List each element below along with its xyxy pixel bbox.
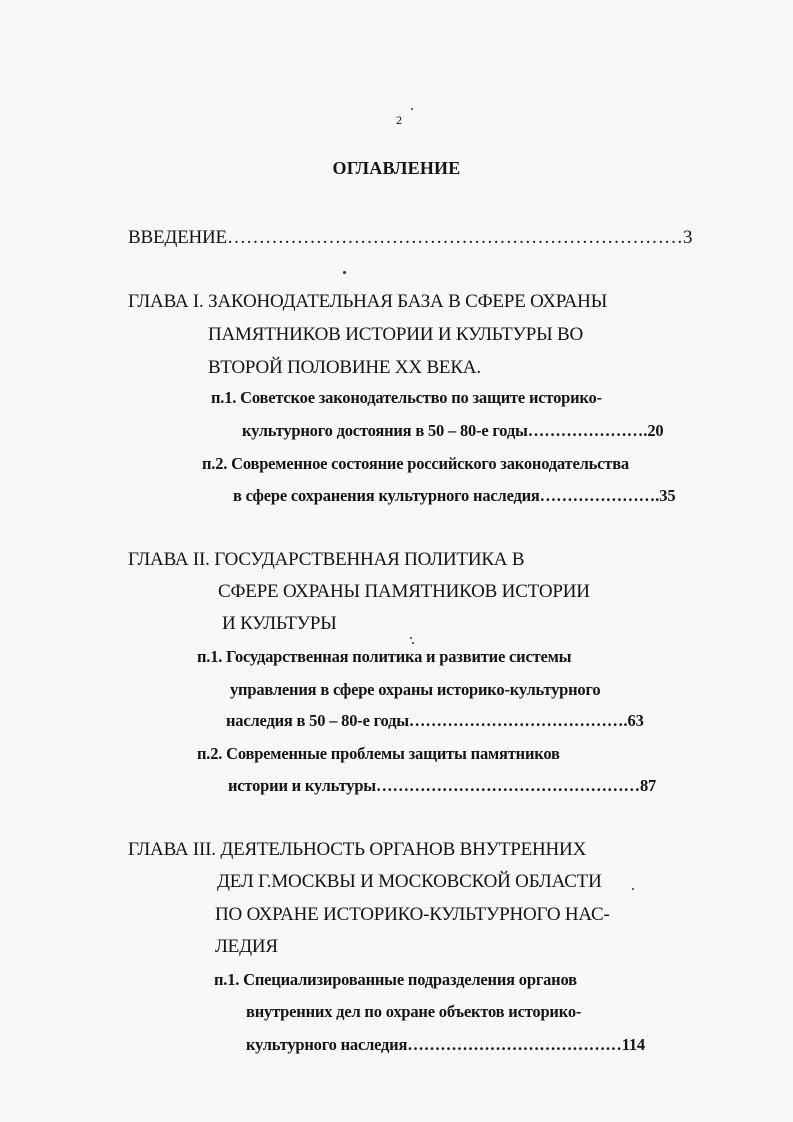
chapter-2-title-line-3: И КУЛЬТУРЫ bbox=[222, 613, 337, 634]
dot-leader: …………………. bbox=[527, 421, 648, 440]
scan-speck bbox=[411, 108, 413, 110]
dot-leader: ………………………………………… bbox=[375, 776, 640, 795]
chapter-2-section-2-line-1: п.2. Современные проблемы защиты памятников bbox=[197, 744, 560, 763]
toc-page-number: 63 bbox=[627, 711, 644, 730]
toc-entry-label: культурного наследия bbox=[246, 1035, 408, 1054]
chapter-2-section-1-line-2: управления в сфере охраны историко-культурного bbox=[230, 680, 601, 699]
toc-page-number: 114 bbox=[621, 1035, 645, 1054]
chapter-3-section-1-line-2: внутренних дел по охране объектов историко- bbox=[246, 1002, 582, 1021]
toc-entry-label: истории и культуры bbox=[228, 776, 376, 795]
toc-entry-label: культурного достояния в 50 – 80-е годы bbox=[242, 421, 528, 440]
chapter-2-title-line-1: ГЛАВА II. ГОСУДАРСТВЕННАЯ ПОЛИТИКА В bbox=[128, 549, 525, 570]
toc-page-number: 3 bbox=[682, 227, 693, 248]
chapter-1-title-line-2: ПАМЯТНИКОВ ИСТОРИИ И КУЛЬТУРЫ ВО bbox=[208, 324, 584, 345]
chapter-1-section-1-line-2 bbox=[242, 421, 663, 441]
chapter-3-section-1-line-1: п.1. Специализированные подразделения органов bbox=[214, 970, 577, 989]
chapter-3-title-line-1: ГЛАВА III. ДЕЯТЕЛЬНОСТЬ ОРГАНОВ ВНУТРЕННИХ bbox=[128, 839, 587, 860]
page-number: 2 bbox=[396, 113, 402, 127]
dot-leader: ………………………………… bbox=[407, 1035, 622, 1054]
scan-speck bbox=[632, 888, 634, 890]
toc-page-number: 20 bbox=[647, 421, 664, 440]
toc-page-number: 87 bbox=[639, 776, 657, 795]
dot-leader: …………………………………. bbox=[408, 711, 628, 730]
chapter-3-title-line-2: ДЕЛ Г.МОСКВЫ И МОСКОВСКОЙ ОБЛАСТИ bbox=[217, 871, 602, 892]
chapter-3-section-1-line-3 bbox=[246, 1035, 645, 1055]
scan-speck bbox=[343, 271, 346, 274]
toc-title: ОГЛАВЛЕНИЕ bbox=[332, 158, 461, 178]
chapter-2-section-1-line-3 bbox=[226, 711, 644, 731]
chapter-2-section-1-line-1: п.1. Государственная политика и развитие системы bbox=[197, 647, 572, 666]
chapter-1-section-2-line-1: п.2. Современное состояние российского законодательства bbox=[202, 454, 629, 473]
dot-leader: …………………. bbox=[539, 486, 660, 505]
dot-leader: ……………………………………………………………… bbox=[226, 227, 683, 248]
toc-entry-introduction bbox=[128, 227, 692, 249]
chapter-3-title-line-4: ЛЕДИЯ bbox=[215, 936, 278, 957]
chapter-3-title-line-3: ПО ОХРАНЕ ИСТОРИКО-КУЛЬТУРНОГО НАС- bbox=[215, 904, 610, 925]
toc-entry-label: в сфере сохранения культурного наследия bbox=[233, 486, 540, 505]
toc-page-number: 35 bbox=[659, 486, 676, 505]
scan-speck bbox=[412, 642, 414, 644]
chapter-1-title-line-1: ГЛАВА I. ЗАКОНОДАТЕЛЬНАЯ БАЗА В СФЕРЕ ОХРАНЫ bbox=[128, 291, 608, 312]
chapter-1-section-1-line-1: п.1. Советское законодательство по защите историко- bbox=[211, 388, 602, 407]
chapter-1-title-line-3: ВТОРОЙ ПОЛОВИНЕ XX ВЕКА. bbox=[208, 357, 481, 378]
scan-speck bbox=[410, 637, 412, 639]
chapter-2-section-2-line-2 bbox=[228, 776, 656, 796]
toc-entry-label: наследия в 50 – 80-е годы bbox=[226, 711, 409, 730]
chapter-2-title-line-2: СФЕРЕ ОХРАНЫ ПАМЯТНИКОВ ИСТОРИИ bbox=[218, 581, 590, 602]
chapter-1-section-2-line-2 bbox=[233, 486, 675, 506]
toc-entry-label: ВВЕДЕНИЕ bbox=[128, 227, 227, 248]
